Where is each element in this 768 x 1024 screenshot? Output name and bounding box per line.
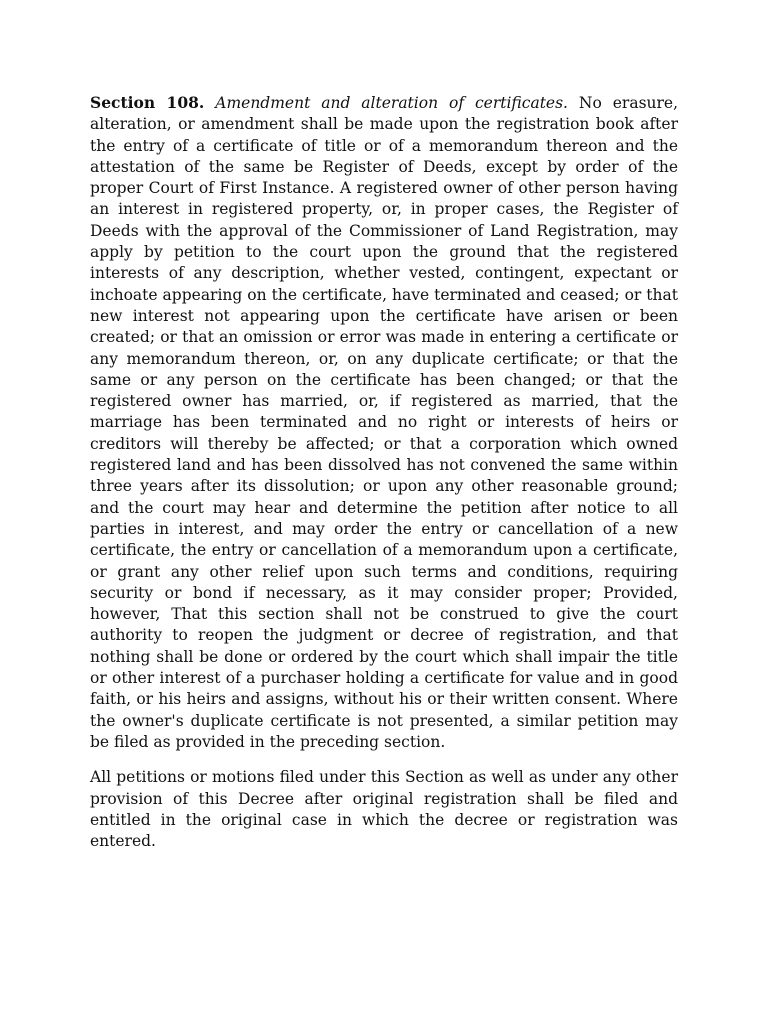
section-paragraph-1 [90,92,678,753]
section-title: Amendment and alteration of certificates. [215,94,568,112]
section-heading: Section 108. [90,93,205,112]
document-page [90,92,678,852]
section-body-text: No erasure, alteration, or amendment shall be made upon the registration book after the entry of a certificate of title or of a memorandum thereon and the attestation of the same be Register of Deeds, except by order of the proper Court of First Instance. A registered owner of other person having an interest in registered property, or, in proper cases, the Register of Deeds with the approval of the Commissioner of Land Registration, may apply by petition to the court upon the ground that the registered interests of any description, whether vested, contingent, expectant or inchoate appearing on the certificate, have terminated and ceased; or that new interest not appearing upon the certificate have arisen or been created; or that an omission or error was made in entering a certificate or any memorandum thereon, or, on any duplicate certificate; or that the same or any person on the certificate has been changed; or that the registered owner has married, or, if registered as married, that the marriage has been terminated and no right or interests of heirs or creditors will thereby be affected; or that a corporation which owned registered land and has been dissolved has not convened the same within three years after its dissolution; or upon any other reasonable ground; and the court may hear and determine the petition after notice to all parties in interest, and may order the entry or cancellation of a new certificate, the entry or cancellation of a memorandum upon a certificate, or grant any other relief upon such terms and conditions, requiring security or bond if necessary, as it may consider proper; Provided, however, That this section shall not be construed to give the court authority to reopen the judgment or decree of registration, and that nothing shall be done or ordered by the court which shall impair the title or other interest of a purchaser holding a certificate for value and in good faith, or his heirs and assigns, without his or their written consent. Where the owner's duplicate certificate is not presented, a similar petition may be filed as provided in the preceding section. [90,94,679,751]
section-paragraph-2: All petitions or motions filed under this Section as well as under any other provision of this Decree after original registration shall be filed and entitled in the original case in which the decree or registration was entered. [90,768,678,851]
